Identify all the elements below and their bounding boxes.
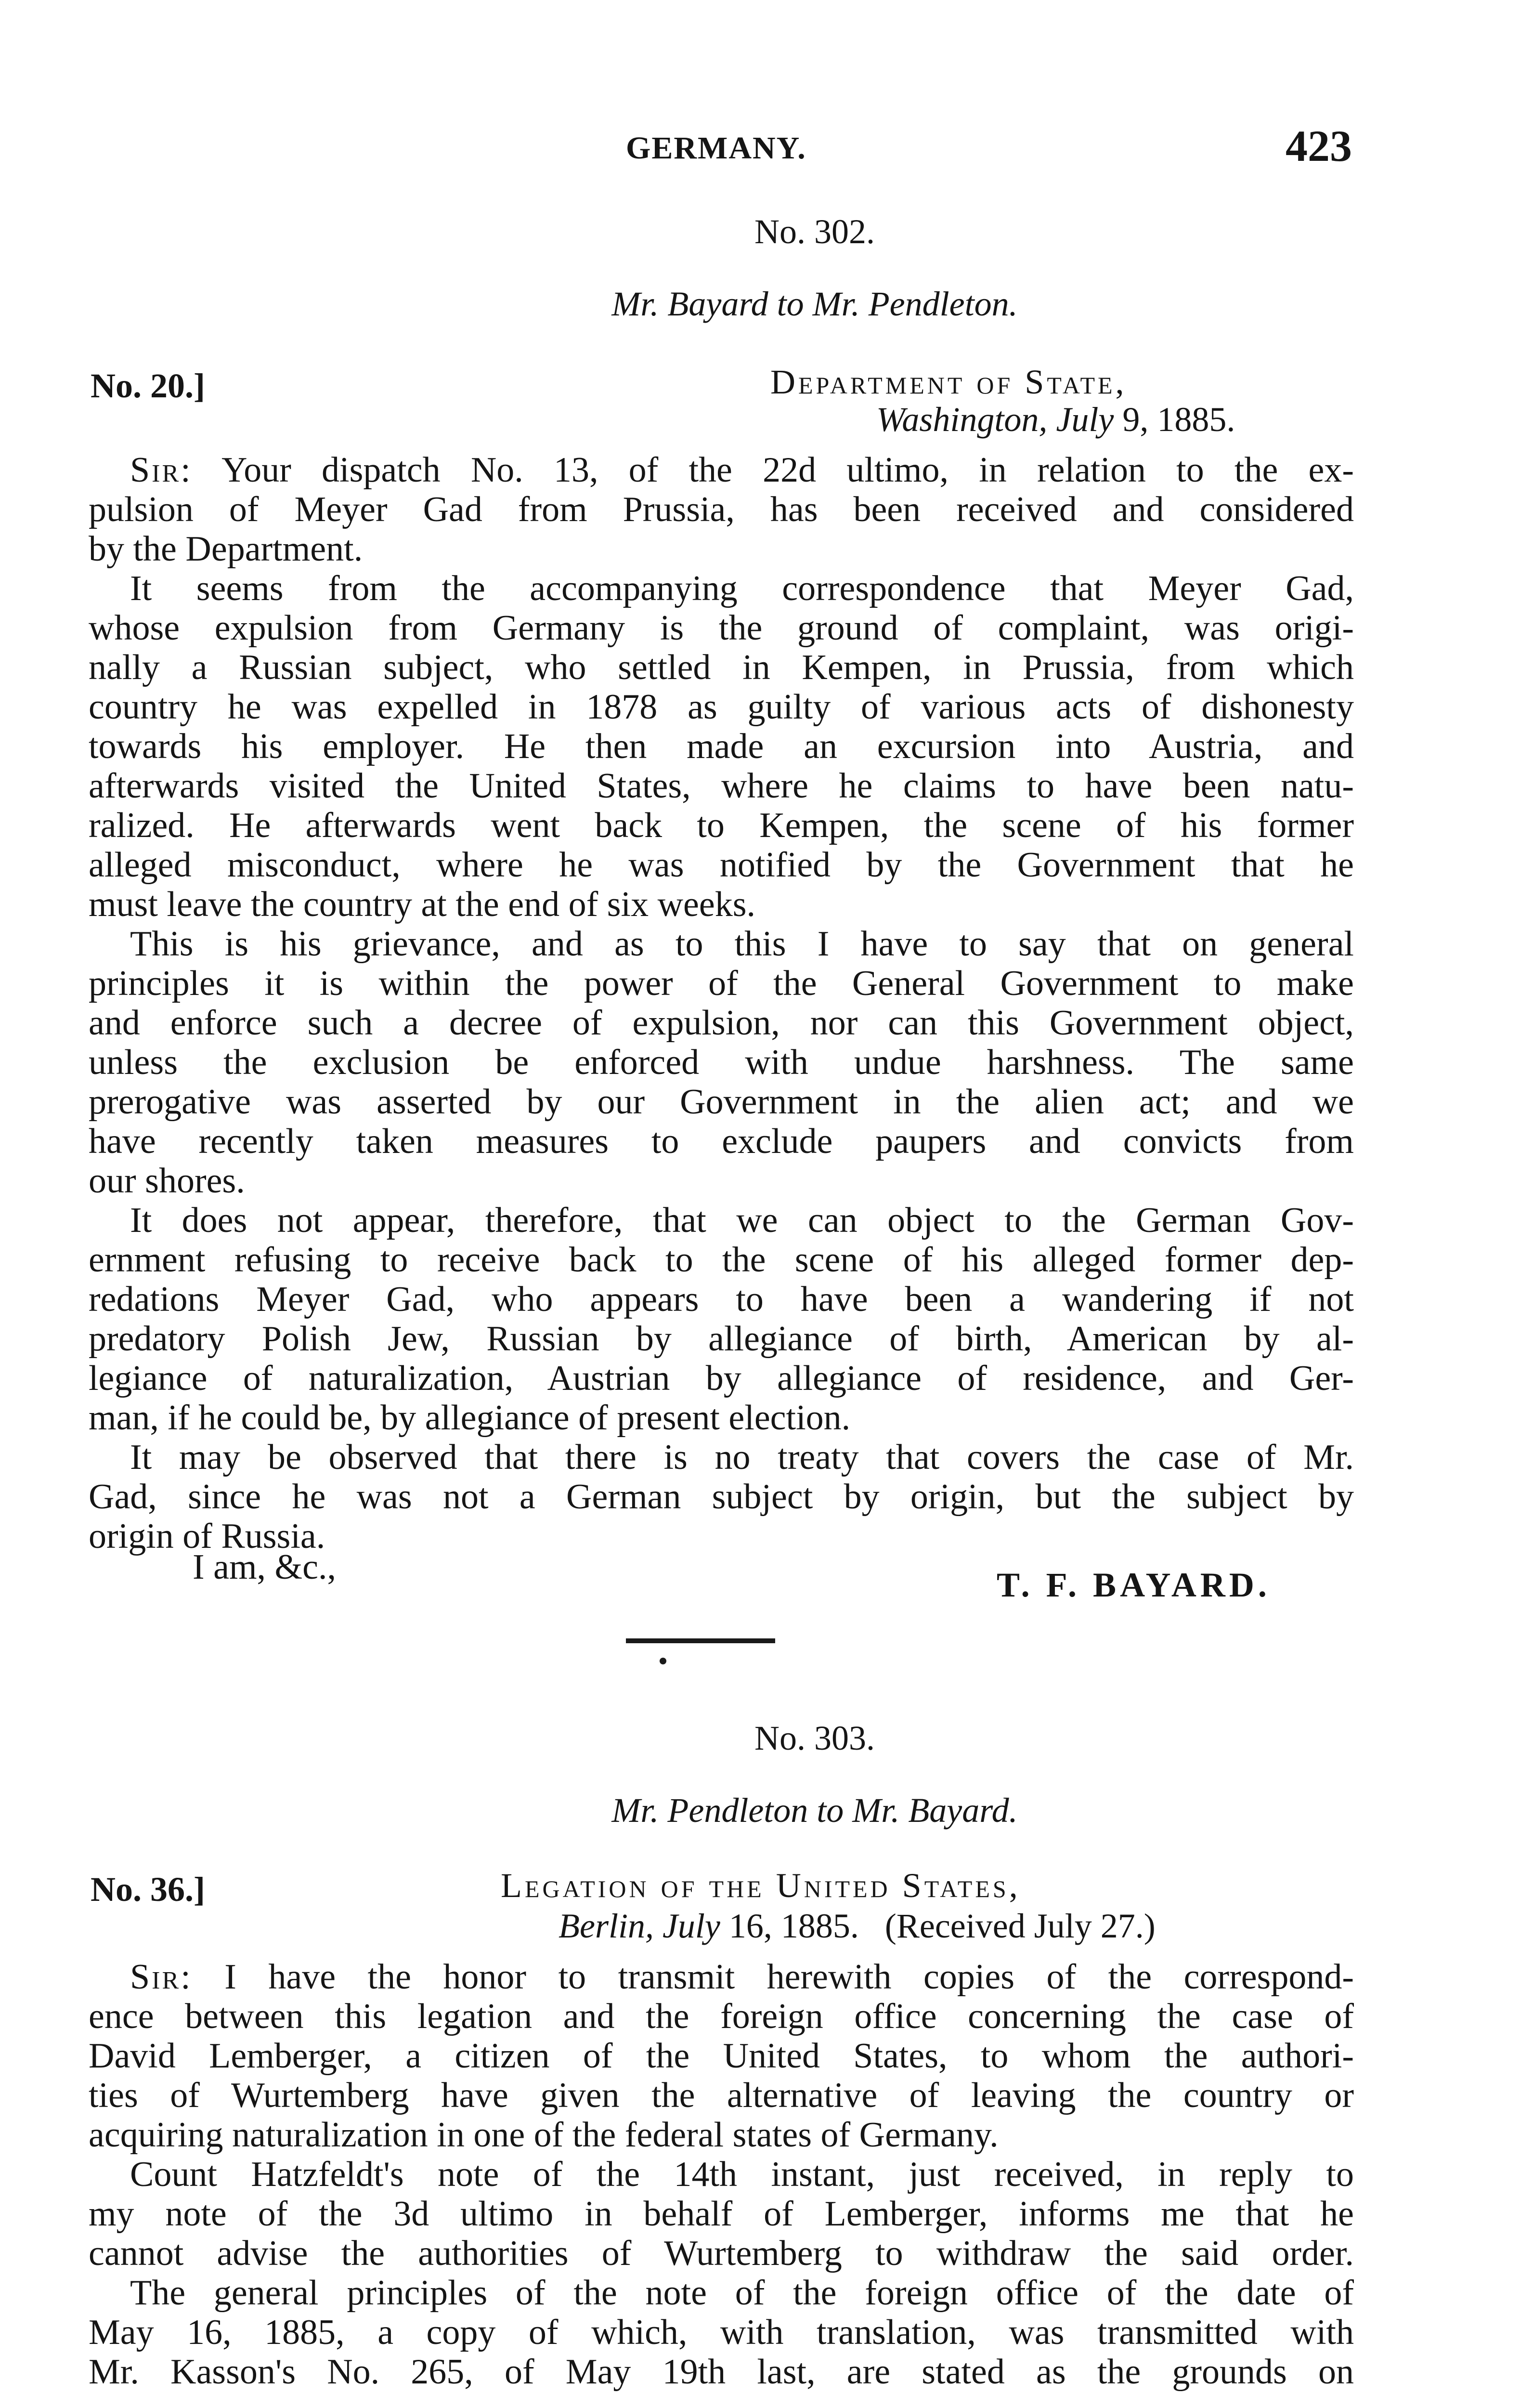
received-note: (Received July 27.) — [884, 1907, 1156, 1945]
body-line: prerogative was asserted by our Government in the alien act; and we — [89, 1082, 1354, 1122]
body-line: cannot advise the authorities of Wurtemberg to withdraw the said order. — [89, 2234, 1354, 2273]
closing-phrase: I am, &c., — [193, 1547, 336, 1587]
body-line: afterwards visited the United States, where he claims to have been natu- — [89, 766, 1354, 806]
body-line: This is his grievance, and as to this I have to say that on general — [130, 924, 1354, 964]
body-line: my note of the 3d ultimo in behalf of Lemberger, informs me that he — [89, 2194, 1354, 2234]
body-line: legiance of naturalization, Austrian by allegiance of residence, and Ger- — [89, 1359, 1354, 1398]
body-line: David Lemberger, a citizen of the United States, to whom the authori- — [89, 2036, 1354, 2076]
body-line: The general principles of the note of the foreign office of the date of — [130, 2273, 1354, 2313]
body-line: have recently taken measures to exclude paupers and convicts from — [89, 1122, 1354, 1161]
document-number-303: No. 303. — [754, 1719, 875, 1757]
body-line: redations Meyer Gad, who appears to have been a wandering if not — [89, 1280, 1354, 1319]
body-line: man, if he could be, by allegiance of present election. — [89, 1398, 851, 1438]
body-line: May 16, 1885, a copy of which, with translation, was transmitted with — [89, 2313, 1354, 2352]
body-line: towards his employer. He then made an excursion into Austria, and — [89, 727, 1354, 766]
salutation: Sir: — [130, 450, 193, 490]
body-line: origin of Russia. — [89, 1517, 325, 1556]
body-line: It may be observed that there is no treaty that covers the case of Mr. — [130, 1438, 1354, 1477]
body-line: predatory Polish Jew, Russian by allegiance of birth, American by al- — [89, 1319, 1354, 1359]
body-line: unless the exclusion be enforced with undue harshness. The same — [89, 1043, 1354, 1082]
dateline: Berlin, July 16, 1885. (Received July 27.) — [559, 1907, 1156, 1945]
body-line: Sir: I have the honor to transmit herewith copies of the correspond- — [130, 1957, 1354, 1997]
letter-body-302 — [89, 450, 1354, 1556]
body-line: by the Department. — [89, 529, 363, 569]
body-line: ties of Wurtemberg have given the alternative of leaving the country or — [89, 2076, 1354, 2115]
dispatch-reference: No. 20.] — [91, 366, 205, 405]
body-line: Mr. Kasson's No. 265, of May 19th last, are stated as the grounds on — [89, 2352, 1354, 2392]
running-head: GERMANY. — [626, 131, 806, 166]
body-line: ernment refusing to receive back to the scene of his alleged former dep- — [89, 1240, 1354, 1280]
section-divider — [626, 1638, 775, 1643]
dateline: Washington, July 9, 1885. — [876, 400, 1235, 439]
body-line: It does not appear, therefore, that we can object to the German Gov- — [130, 1201, 1354, 1240]
body-line: Sir: Your dispatch No. 13, of the 22d ultimo, in relation to the ex- — [130, 450, 1354, 490]
body-line: Gad, since he was not a German subject by origin, but the subject by — [89, 1477, 1354, 1517]
ink-dot — [660, 1658, 666, 1664]
body-line: It seems from the accompanying correspondence that Meyer Gad, — [130, 569, 1354, 608]
body-line: our shores. — [89, 1161, 245, 1201]
signature: T. F. BAYARD. — [997, 1566, 1271, 1604]
sender-office: Department of State, — [770, 363, 1127, 401]
dispatch-reference: No. 36.] — [91, 1870, 205, 1909]
page-number: 423 — [1286, 121, 1352, 170]
body-line: acquiring naturalization in one of the federal states of Germany. — [89, 2115, 999, 2155]
letter-body-303 — [89, 1957, 1354, 2392]
body-line: Count Hatzfeldt's note of the 14th instant, just received, in reply to — [130, 2155, 1354, 2194]
body-line: must leave the country at the end of six weeks. — [89, 885, 756, 924]
body-line: and enforce such a decree of expulsion, nor can this Government object, — [89, 1003, 1354, 1043]
body-line: country he was expelled in 1878 as guilty of various acts of dishonesty — [89, 687, 1354, 727]
body-line: principles it is within the power of the General Government to make — [89, 964, 1354, 1003]
body-line: pulsion of Meyer Gad from Prussia, has been received and considered — [89, 490, 1354, 529]
body-line: nally a Russian subject, who settled in Kempen, in Prussia, from which — [89, 648, 1354, 687]
sender-office: Legation of the United States, — [501, 1866, 1021, 1905]
body-line: ralized. He afterwards went back to Kempen, the scene of his former — [89, 806, 1354, 845]
salutation: Sir: — [130, 1957, 193, 1997]
body-line: alleged misconduct, where he was notified by the Government that he — [89, 845, 1354, 885]
body-line: ence between this legation and the foreign office concerning the case of — [89, 1997, 1354, 2036]
document-number-302: No. 302. — [754, 212, 875, 251]
body-line: whose expulsion from Germany is the ground of complaint, was origi- — [89, 608, 1354, 648]
document-heading-302: Mr. Bayard to Mr. Pendleton. — [611, 285, 1018, 323]
document-heading-303: Mr. Pendleton to Mr. Bayard. — [611, 1791, 1018, 1830]
